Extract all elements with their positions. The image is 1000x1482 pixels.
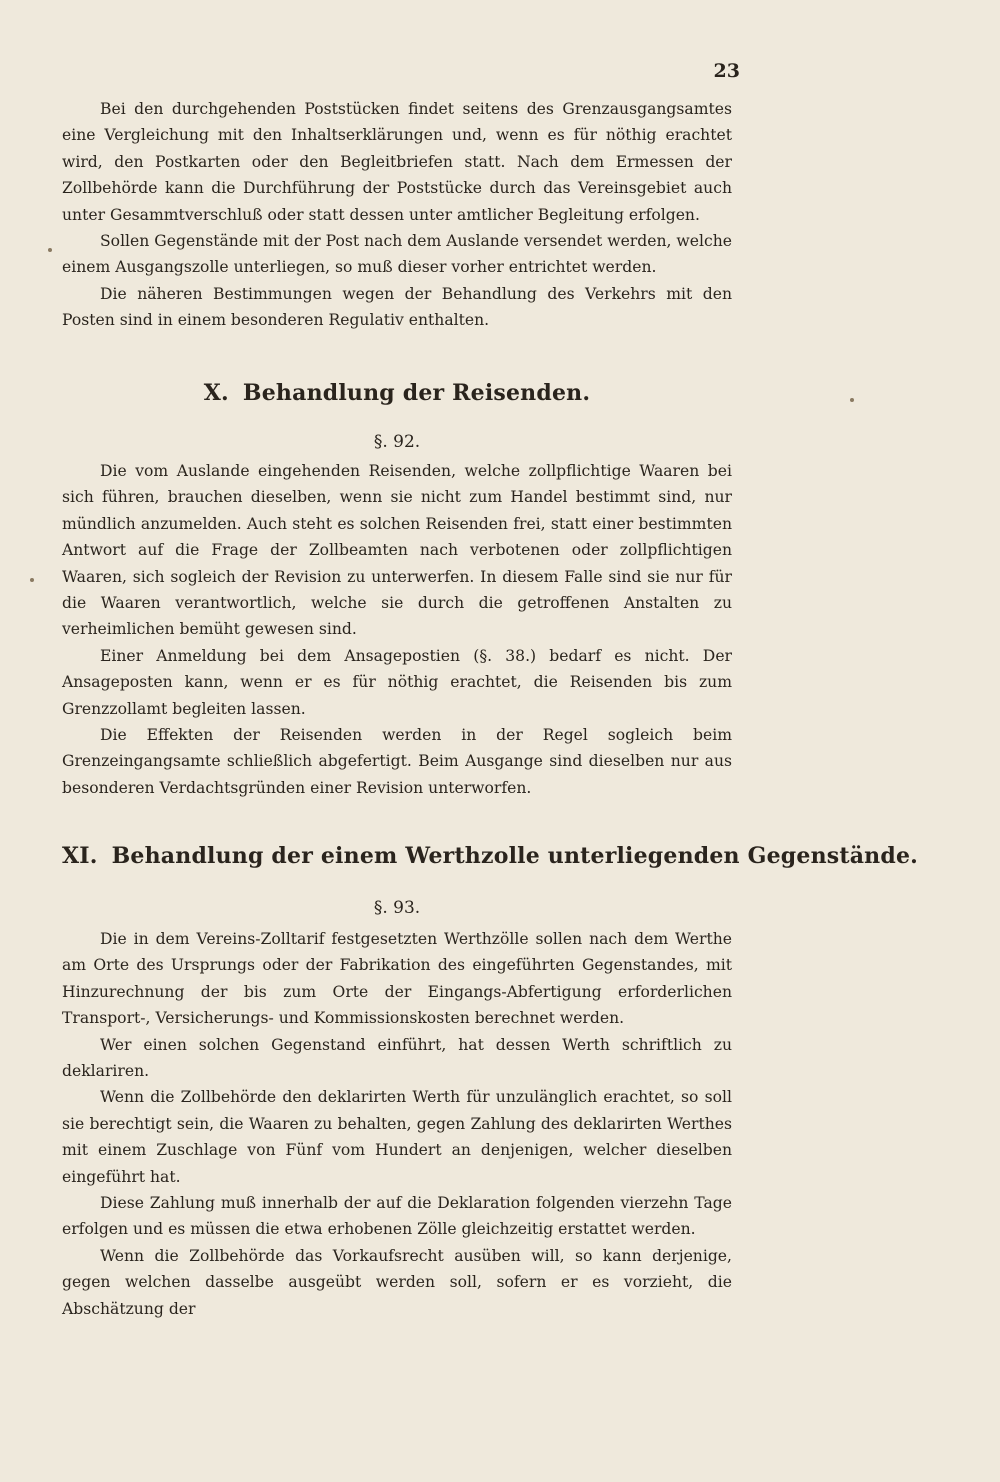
- section-number: X.: [203, 380, 229, 406]
- paragraph: Die vom Auslande eingehenden Reisenden, welche zollpflichtige Waaren bei sich führen, brauchen dieselben, wenn sie nicht zum Handel bestimmt sind, nur mündlich anzumelden. Auch steht es solchen Reisenden frei, statt einer bestimmten Antwort auf die Frage der Zollbeamten nach verbotenen oder zollpflichtigen Waaren, sich sogleich der Revision zu unterwerfen. In diesem Falle sind sie nur für die Waaren verantwortlich, welche sie durch die getroffenen Anstalten zu verheimlichen bemüht gewesen sind.: [62, 462, 732, 639]
- section-heading-x: [62, 380, 732, 406]
- paragraph: Die in dem Vereins-Zolltarif festgesetzten Werthzölle sollen nach dem Werthe am Orte des Ursprungs oder der Fabrikation des eingeführten Gegenstandes, mit Hinzurechnung der bis zum Orte der Eingangs-Abfertigung erforderlichen Transport-, Versicherungs- und Kommissionskosten berechnet werden.: [62, 930, 732, 1028]
- section-number: XI.: [62, 843, 98, 869]
- paragraph: Die Effekten der Reisenden werden in der Regel sogleich beim Grenzeingangsamte schließlich abgefertigt. Beim Ausgange sind dieselben nur aus besonderen Verdachtsgründen einer Revision unterworfen.: [62, 726, 732, 797]
- text-block-value-duty: [62, 926, 732, 1322]
- paragraph: Einer Anmeldung bei dem Ansagepostien (§. 38.) bedarf es nicht. Der Ansageposten kann, wenn er es für nöthig erachtet, die Reisenden bis zum Grenzzollamt begleiten lassen.: [62, 646, 732, 718]
- section-title: Behandlung der Reisenden.: [242, 380, 591, 406]
- paragraph: Diese Zahlung muß innerhalb der auf die Deklaration folgenden vierzehn Tage erfolgen und es müssen die etwa erhobenen Zölle gleichzeitig erstattet werden.: [62, 1194, 732, 1239]
- print-speck: [850, 398, 854, 402]
- paragraph: Wenn die Zollbehörde den deklarirten Werth für unzulänglich erachtet, so soll sie berechtigt sein, die Waaren zu behalten, gegen Zahlung des deklarirten Werthes mit einem Zuschlage von Fünf vom Hundert an denjenigen, welcher dieselben eingeführt hat.: [62, 1088, 732, 1186]
- page-number: 23: [713, 60, 740, 82]
- print-speck: [48, 248, 52, 252]
- paragraph-number-92: §. 92.: [373, 432, 421, 452]
- text-block-travellers: [62, 458, 732, 801]
- print-speck: [30, 578, 34, 582]
- paragraph: Die näheren Bestimmungen wegen der Behandlung des Verkehrs mit den Posten sind in einem besonderen Regulativ enthalten.: [62, 284, 732, 330]
- section-heading-xi: [62, 843, 919, 869]
- section-title: Behandlung der einem Werthzolle unterliegenden Gegenstände.: [111, 843, 919, 869]
- paragraph: Wer einen solchen Gegenstand einführt, hat dessen Werth schriftlich zu deklariren.: [62, 1035, 732, 1081]
- paragraph: Bei den durchgehenden Poststücken findet seitens des Grenzausgangsamtes eine Vergleichung mit den Inhaltserklärungen und, wenn es für nöthig erachtet wird, den Postkarten oder den Begleitbriefen statt. Nach dem Ermessen der Zollbehörde kann die Durchführung der Poststücke durch das Vereinsgebiet auch unter Gesammtverschluß oder statt dessen unter amtlicher Begleitung erfolgen.: [62, 100, 732, 224]
- paragraph-number-93: §. 93.: [373, 898, 421, 918]
- paragraph: Sollen Gegenstände mit der Post nach dem Auslande versendet werden, welche einem Ausgangszolle unterliegen, so muß dieser vorher entrichtet werden.: [62, 232, 732, 277]
- paragraph: Wenn die Zollbehörde das Vorkaufsrecht ausüben will, so kann derjenige, gegen welchen dasselbe ausgeübt werden soll, sofern er es vorzieht, die Abschätzung der: [62, 1246, 732, 1318]
- text-block-postal: [62, 96, 732, 334]
